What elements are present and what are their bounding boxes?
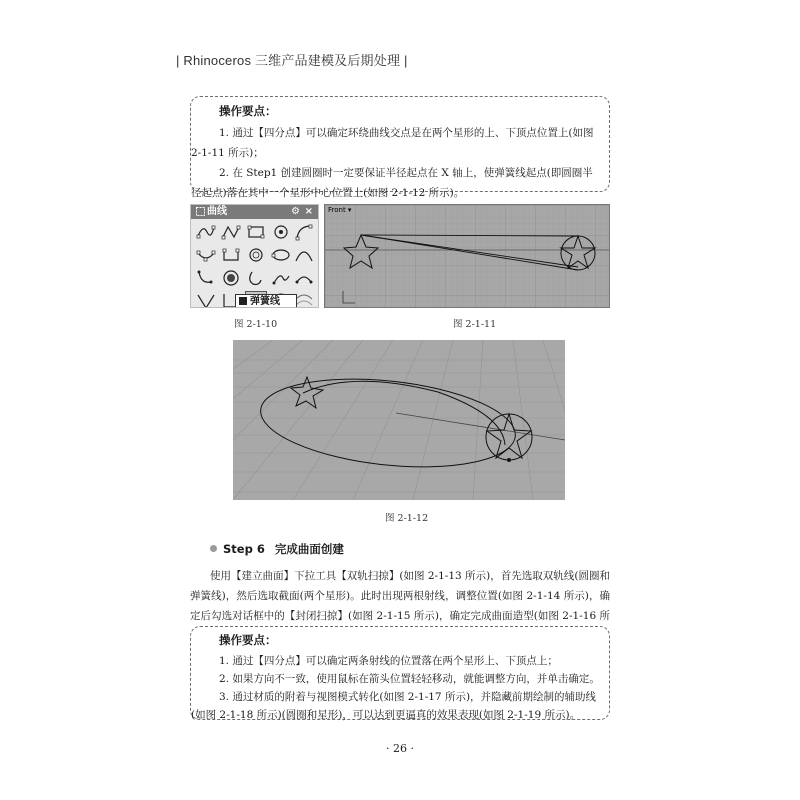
running-header — [176, 50, 408, 69]
polygon-icon[interactable] — [270, 222, 292, 242]
control-point-curve-icon[interactable] — [195, 222, 217, 242]
ellipse-icon[interactable] — [270, 245, 292, 265]
body-paragraph: 使用【建立曲面】下拉工具【双轨扫掠】(如图 2-1-13 所示)，首先选取双轨线(圆圈和弹簧线)，然后选取截面(两个星形)。此时出现两根射线，调整位置(如图 2-1-14 所示)，确定后勾选对话框中的【封闭扫掠】(如图 2-1-15 所示)，确定完成曲面造型(如图 2-1-16 所 — [190, 570, 610, 622]
step-heading — [210, 541, 344, 557]
polyline-icon[interactable] — [220, 222, 242, 242]
toolbar-title: 曲线 — [207, 206, 227, 217]
tip-box-2-line-2: 2. 如果方向不一致，使用鼠标在箭头位置轻轻移动，就能调整方向，并单击确定。 — [219, 673, 600, 685]
curve-toolbar-figure — [190, 204, 319, 308]
circle-icon[interactable] — [245, 245, 267, 265]
tip-box-1 — [190, 96, 610, 199]
spiral-icon[interactable] — [270, 268, 292, 288]
interpolate-curve-icon[interactable] — [195, 245, 217, 265]
gear-icon[interactable]: ⚙ — [291, 206, 300, 217]
bullet-dot-icon — [210, 545, 217, 552]
parabola-icon[interactable] — [293, 245, 315, 265]
star-left-3d — [291, 377, 323, 408]
tip-box-1-title: 操作要点： — [219, 104, 277, 118]
viewport-label-front[interactable]: Front ▾ — [328, 206, 352, 214]
header-bar-right: | — [400, 53, 408, 68]
helix-tooltip — [235, 294, 297, 308]
toolbar-panel-icon — [196, 207, 205, 221]
caption-fig-2-1-12: 图 2-1-12 — [385, 513, 429, 524]
caption-fig-2-1-10: 图 2-1-10 — [234, 319, 278, 330]
sketch-icon[interactable] — [195, 291, 217, 308]
line-segments-icon[interactable] — [220, 245, 242, 265]
caption-fig-2-1-11: 图 2-1-11 — [453, 319, 497, 330]
header-title: Rhinoceros 三维产品建模及后期处理 — [183, 53, 401, 68]
arc-icon[interactable] — [293, 222, 315, 242]
tip-box-1-line-1: 1. 通过【四分点】可以确定环绕曲线交点是在两个星形的上、下顶点位置上(如图 2-1-11 所示)； — [191, 127, 594, 159]
toolbar-titlebar — [191, 205, 318, 219]
tip-box-2-line-3: 3. 通过材质的附着与视图模式转化(如图 2-1-17 所示)，并隐藏前期绘制的辅助线(如图 2-1-18 所示)(圆圈和星形)，可以达到更逼真的效果表现(如图 2-1-19 所示)。 — [191, 691, 597, 721]
tip-box-2-line-1: 1. 通过【四分点】可以确定两条射线的位置落在两个星形上、下顶点上； — [219, 655, 558, 667]
perspective-grid — [233, 340, 565, 500]
point-curve-icon[interactable] — [195, 268, 217, 288]
conic-icon[interactable] — [293, 268, 315, 288]
tip-box-1-line-2: 2. 在 Step1 创建圆圈时一定要保证半径起点在 X 轴上，使弹簧线起点(即圆圈半径起点)落在其中一个星形中心位置上(如图 2-1-12 所示)。 — [191, 167, 593, 199]
step-number: Step 6 — [223, 542, 265, 556]
step-title: 完成曲面创建 — [274, 542, 344, 556]
helix-endpoint — [507, 458, 511, 462]
tooltip-label: 弹簧线 — [250, 296, 280, 307]
front-viewport-figure — [324, 204, 610, 308]
curve-from-objects-icon[interactable] — [245, 268, 267, 288]
axis-line — [396, 413, 565, 440]
rectangle-icon[interactable] — [245, 222, 267, 242]
close-icon[interactable]: × — [304, 206, 313, 217]
page-number: · 26 · — [386, 742, 414, 755]
perspective-viewport-drawing — [233, 340, 565, 500]
tip-box-2-title: 操作要点： — [219, 633, 277, 647]
tip-box-2 — [190, 626, 610, 720]
tooltip-mouse-icon — [239, 297, 247, 305]
header-bar-left: | — [176, 53, 184, 68]
front-viewport-drawing — [325, 205, 610, 308]
free-form-icon[interactable] — [220, 268, 242, 288]
perspective-viewport-figure — [233, 340, 565, 500]
